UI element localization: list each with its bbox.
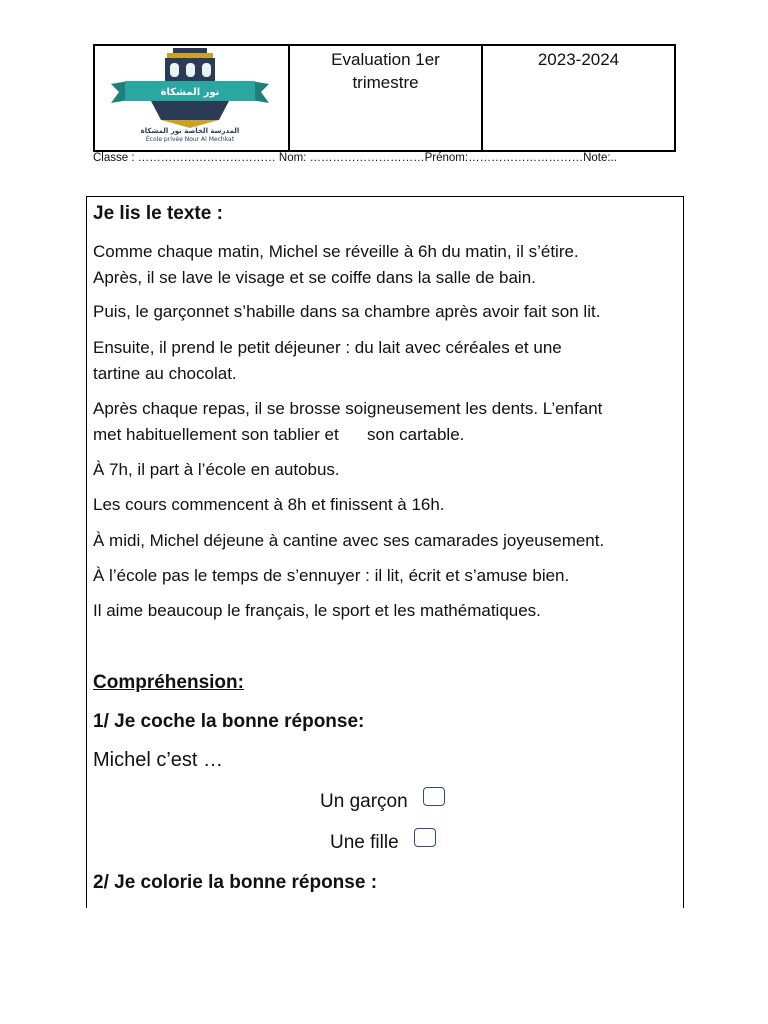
svg-text:نور المشكاة: نور المشكاة bbox=[160, 87, 220, 98]
paragraph-line: Comme chaque matin, Michel se réveille à 6h du matin, il s’étire. bbox=[93, 242, 579, 261]
paragraph-7 bbox=[93, 528, 604, 554]
question-1-prompt: Michel c’est … bbox=[93, 749, 224, 771]
reading-title: Je lis le texte : bbox=[93, 203, 223, 224]
paragraph-9 bbox=[93, 598, 541, 624]
paragraph-line: met habituellement son tablier et son cartable. bbox=[93, 425, 465, 444]
question-2-title: 2/ Je colorie la bonne réponse : bbox=[93, 872, 378, 893]
paragraph-line: Après chaque repas, il se brosse soigneusement les dents. L’enfant bbox=[93, 399, 603, 418]
paragraph-6 bbox=[93, 492, 445, 518]
paragraph-line: Après, il se lave le visage et se coiffe dans la salle de bain. bbox=[93, 268, 536, 287]
paragraph-line: À midi, Michel déjeune à cantine avec ses camarades joyeusement. bbox=[93, 531, 605, 550]
paragraph-line: tartine au chocolat. bbox=[93, 364, 237, 383]
comprehension-title: Compréhension: bbox=[93, 672, 244, 693]
paragraph-line: À 7h, il part à l’école en autobus. bbox=[93, 460, 340, 479]
paragraph-1 bbox=[93, 239, 579, 291]
svg-text:École privée Nour Al Mechkat: École privée Nour Al Mechkat bbox=[145, 136, 235, 143]
question-1-title: 1/ Je coche la bonne réponse: bbox=[93, 711, 365, 732]
header-table bbox=[93, 44, 676, 152]
paragraph-line: Ensuite, il prend le petit déjeuner : du lait avec céréales et une bbox=[93, 338, 562, 357]
school-year: 2023-2024 bbox=[537, 50, 620, 69]
school-logo bbox=[111, 48, 269, 144]
option-un-garcon-label: Un garçon bbox=[320, 791, 408, 812]
evaluation-title: Evaluation 1er trimestre bbox=[331, 50, 440, 92]
evaluation-cell bbox=[290, 46, 483, 150]
option-une-fille-label: Une fille bbox=[330, 832, 399, 853]
paragraph-line: Puis, le garçonnet s’habille dans sa chambre après avoir fait son lit. bbox=[93, 302, 601, 321]
paragraph-5 bbox=[93, 457, 340, 483]
logo-school-name bbox=[141, 127, 240, 143]
option-une-fille-checkbox[interactable] bbox=[414, 828, 436, 847]
paragraph-line: À l’école pas le temps de s’ennuyer : il lit, écrit et s’amuse bien. bbox=[93, 566, 570, 585]
paragraph-2 bbox=[93, 299, 600, 325]
paragraph-line: Les cours commencent à 8h et finissent à 16h. bbox=[93, 495, 445, 514]
svg-text:المدرسة الخاصة نور المشكاة: المدرسة الخاصة نور المشكاة bbox=[140, 127, 240, 135]
paragraph-4 bbox=[93, 396, 602, 448]
logo-cell bbox=[95, 46, 290, 150]
paragraph-3 bbox=[93, 335, 562, 387]
paragraph-line: Il aime beaucoup le français, le sport et les mathématiques. bbox=[93, 601, 541, 620]
paragraph-8 bbox=[93, 563, 569, 589]
year-cell bbox=[483, 46, 674, 150]
option-un-garcon-checkbox[interactable] bbox=[423, 787, 445, 806]
student-info-line: Classe : ……………………………… Nom: …………………………Prénom:…………………………Note:.. bbox=[93, 152, 617, 164]
